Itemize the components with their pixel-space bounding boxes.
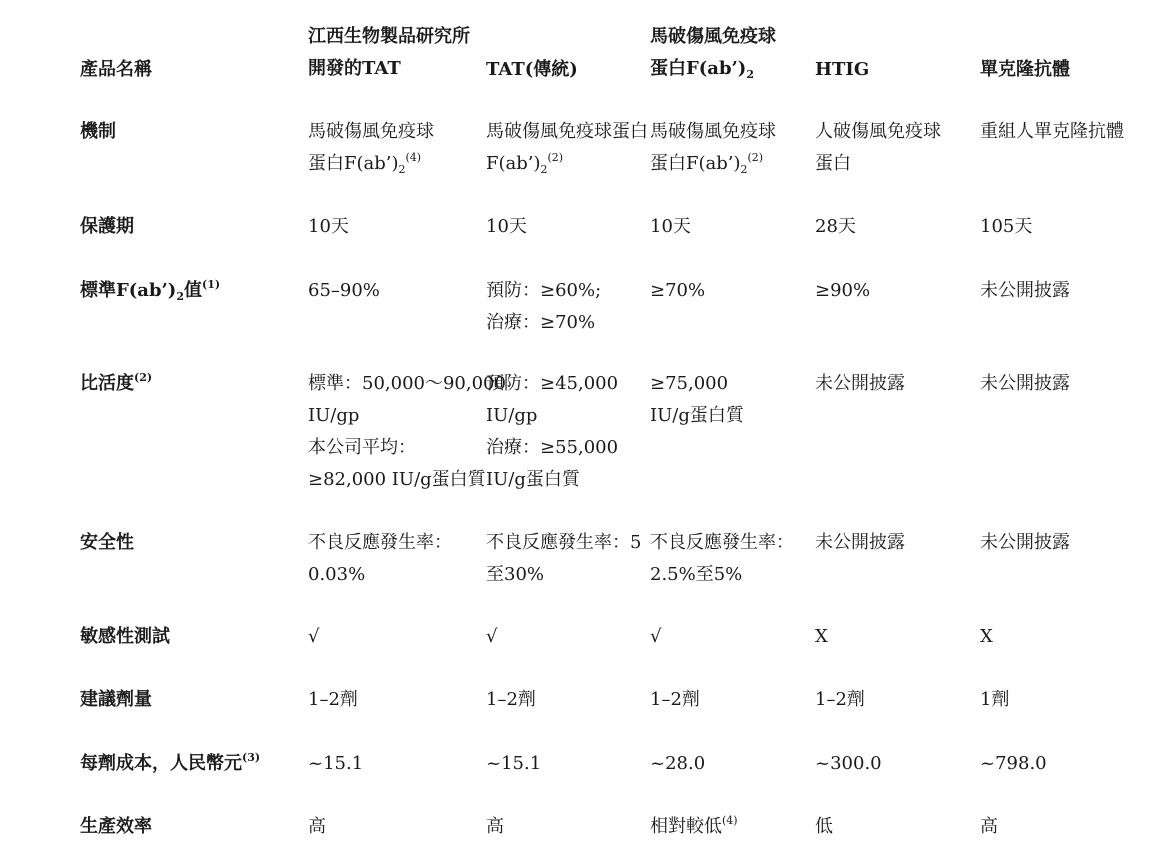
row-label-efficiency: 生產效率 bbox=[80, 816, 152, 837]
specific-activity-col3: ≥75,000 IU/g蛋白質 bbox=[650, 373, 744, 426]
cost-col2: ~15.1 bbox=[486, 753, 542, 774]
efficiency-col5: 高 bbox=[980, 816, 998, 837]
row-label-sensitivity: 敏感性測試 bbox=[80, 626, 170, 647]
efficiency-col1: 高 bbox=[308, 816, 326, 837]
efficiency-col2: 高 bbox=[486, 816, 504, 837]
safety-col4: 未公開披露 bbox=[815, 532, 905, 553]
sensitivity-col1: √ bbox=[308, 626, 320, 647]
efficiency-col3: 相對較低$^{(4)}$ bbox=[650, 814, 738, 837]
safety-col5: 未公開披露 bbox=[980, 532, 1070, 553]
specific-activity-col5: 未公開披露 bbox=[980, 373, 1070, 394]
safety-col2: 不良反應發生率：5 至30% bbox=[486, 532, 642, 585]
header-col5: 單克隆抗體 bbox=[980, 59, 1070, 80]
header-col3-line1: 馬破傷風免疫球 bbox=[650, 26, 776, 47]
efficiency-col4: 低 bbox=[815, 816, 833, 837]
mechanism-col5: 重組人單克隆抗體 bbox=[980, 121, 1124, 142]
protection-col3: 10天 bbox=[650, 216, 691, 237]
header-col1 bbox=[308, 21, 470, 85]
row-label-dosage: 建議劑量 bbox=[80, 689, 152, 710]
sensitivity-col4: X bbox=[815, 626, 828, 647]
standard-col1: 65–90% bbox=[308, 280, 380, 301]
standard-col2: 預防：≥60%; 治療：≥70% bbox=[486, 280, 602, 333]
header-col3 bbox=[650, 21, 776, 85]
standard-col5: 未公開披露 bbox=[980, 280, 1070, 301]
protection-col2: 10天 bbox=[486, 216, 527, 237]
protection-col4: 28天 bbox=[815, 216, 856, 237]
specific-activity-col2: 預防：≥45,000 IU/gp 治療：≥55,000 IU/g蛋白質 bbox=[486, 373, 619, 490]
mechanism-col4: 人破傷風免疫球 蛋白 bbox=[815, 121, 941, 174]
safety-col3: 不良反應發生率： 2.5%至5% bbox=[650, 532, 794, 585]
row-label-specific-activity: 比活度$^{(2)}$ bbox=[80, 371, 153, 394]
mechanism-col2: 馬破傷風免疫球蛋白 $F(ab’)_2^{(2)}$ bbox=[486, 121, 648, 176]
dosage-col5: 1劑 bbox=[980, 689, 1010, 710]
sensitivity-col3: √ bbox=[650, 626, 662, 647]
dosage-col1: 1–2劑 bbox=[308, 689, 358, 710]
dosage-col3: 1–2劑 bbox=[650, 689, 700, 710]
dosage-col4: 1–2劑 bbox=[815, 689, 865, 710]
cost-col3: ~28.0 bbox=[650, 753, 706, 774]
row-label-cost: 每劑成本，人民幣元$^{(3)}$ bbox=[80, 751, 261, 774]
sensitivity-col5: X bbox=[980, 626, 993, 647]
header-col2: TAT(傳統) bbox=[486, 59, 578, 80]
header-col3-line2: 蛋白$F(ab’)_2$ bbox=[650, 58, 754, 81]
protection-col5: 105天 bbox=[980, 216, 1033, 237]
cost-col1: ~15.1 bbox=[308, 753, 364, 774]
safety-col1: 不良反應發生率： 0.03% bbox=[308, 532, 452, 585]
specific-activity-col1: 標準：50,000～90,000 IU/gp 本公司平均： ≥82,000 IU/g蛋白質 bbox=[308, 373, 506, 490]
standard-col4: ≥90% bbox=[815, 280, 871, 301]
protection-col1: 10天 bbox=[308, 216, 349, 237]
specific-activity-col4: 未公開披露 bbox=[815, 373, 905, 394]
row-label-mechanism: 機制 bbox=[80, 121, 116, 142]
standard-col3: ≥70% bbox=[650, 280, 706, 301]
header-col1-line1: 江西生物製品研究所 bbox=[308, 26, 470, 47]
cost-col4: ~300.0 bbox=[815, 753, 882, 774]
row-label-standard: 標準$F(ab’)_2$值$^{(1)}$ bbox=[80, 278, 221, 303]
header-col1-line2: 開發的TAT bbox=[308, 58, 401, 79]
cost-col5: ~798.0 bbox=[980, 753, 1047, 774]
header-product-name: 產品名稱 bbox=[80, 59, 152, 80]
dosage-col2: 1–2劑 bbox=[486, 689, 536, 710]
sensitivity-col2: √ bbox=[486, 626, 498, 647]
row-label-protection: 保護期 bbox=[80, 216, 134, 237]
header-col4: HTIG bbox=[815, 59, 870, 80]
mechanism-col3: 馬破傷風免疫球 蛋白$F(ab’)_2^{(2)}$ bbox=[650, 121, 776, 176]
row-label-safety: 安全性 bbox=[80, 532, 134, 553]
mechanism-col1: 馬破傷風免疫球 蛋白$F(ab’)_2^{(4)}$ bbox=[308, 121, 434, 176]
